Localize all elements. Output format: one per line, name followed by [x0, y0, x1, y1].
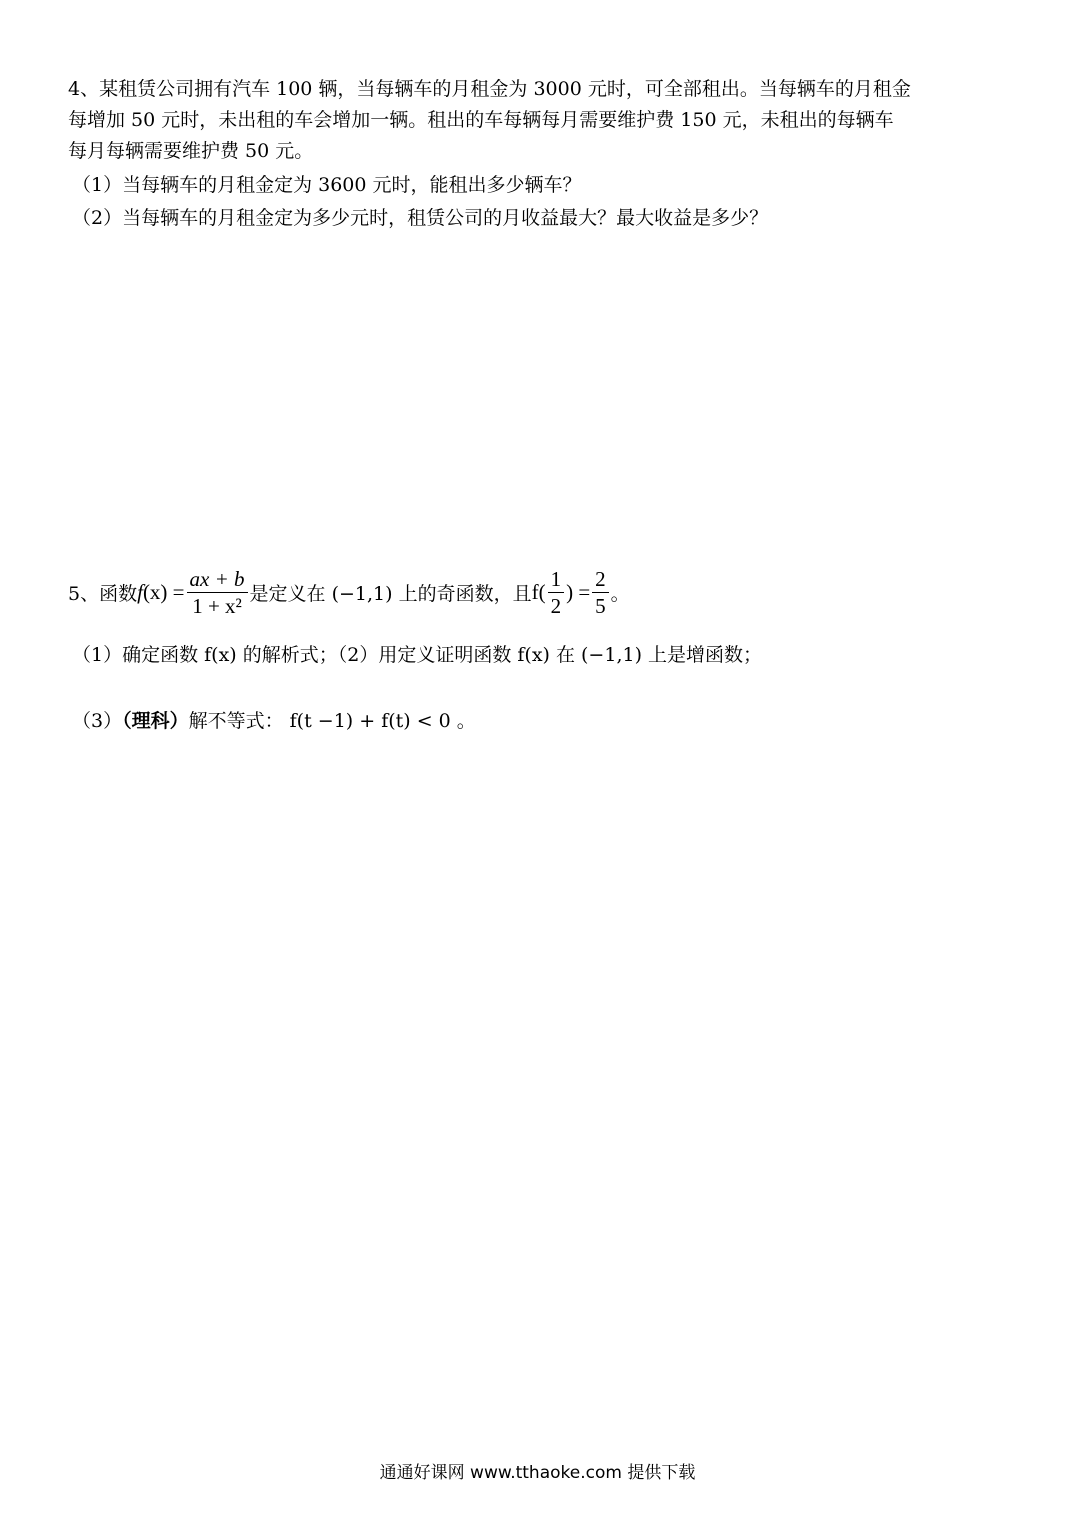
- q5-sub3-prefix: （3）: [72, 710, 123, 732]
- q5-fx-arg: (x) =: [142, 579, 185, 604]
- q5-f-symbol: f: [137, 579, 143, 604]
- q5-fraction: [187, 566, 248, 619]
- q4-line-1: 4、某租赁公司拥有汽车 100 辆，当每辆车的月租金为 3000 元时，可全部租出。当每辆车的月租金: [68, 78, 911, 100]
- q5-mid: 是定义在 (−1,1) 上的奇函数，且: [249, 582, 532, 605]
- q5-sub3-text: 解不等式： f(t −1) + f(t) < 0 。: [188, 710, 476, 732]
- q4-sub-1: （1）当每辆车的月租金定为 3600 元时，能租出多少辆车？: [72, 174, 582, 196]
- q4-line-3: 每月每辆需要维护费 50 元。: [68, 140, 314, 162]
- q5-half-den: 2: [550, 593, 562, 618]
- q5-denominator: 1 + x²: [192, 593, 242, 618]
- q5-f-half-pre: f(: [531, 579, 546, 604]
- page-footer: 通通好课网 www.tthaoke.com 提供下载: [379, 1463, 696, 1483]
- q5-value-num: 2: [592, 566, 609, 593]
- q5-half-num: 1: [548, 566, 565, 593]
- q5-sub-1: （1）确定函数 f(x) 的解析式；（2）用定义证明函数 f(x) 在 (−1,1) 上是增函数；: [72, 644, 763, 666]
- q4-line-2: 每增加 50 元时，未出租的车会增加一辆。租出的车每辆每月需要维护费 150 元，未租出的每辆车: [68, 109, 894, 131]
- q5-end: 。: [610, 582, 630, 605]
- q5-half-fraction: [548, 566, 565, 619]
- q4-sub-2: （2）当每辆车的月租金定为多少元时，租赁公司的月收益最大？最大收益是多少？: [72, 207, 769, 229]
- q5-prefix: 5、函数: [68, 582, 138, 605]
- q5-numerator: ax + b: [187, 566, 248, 593]
- q5-f-half-post: ) =: [566, 579, 591, 604]
- q5-sub-3: [72, 708, 1015, 734]
- q5-value-den: 5: [595, 593, 606, 618]
- q5-value-fraction: [592, 566, 609, 619]
- q5-sub3-science-tag: （理科）: [122, 710, 189, 732]
- q5-stem: [68, 560, 630, 624]
